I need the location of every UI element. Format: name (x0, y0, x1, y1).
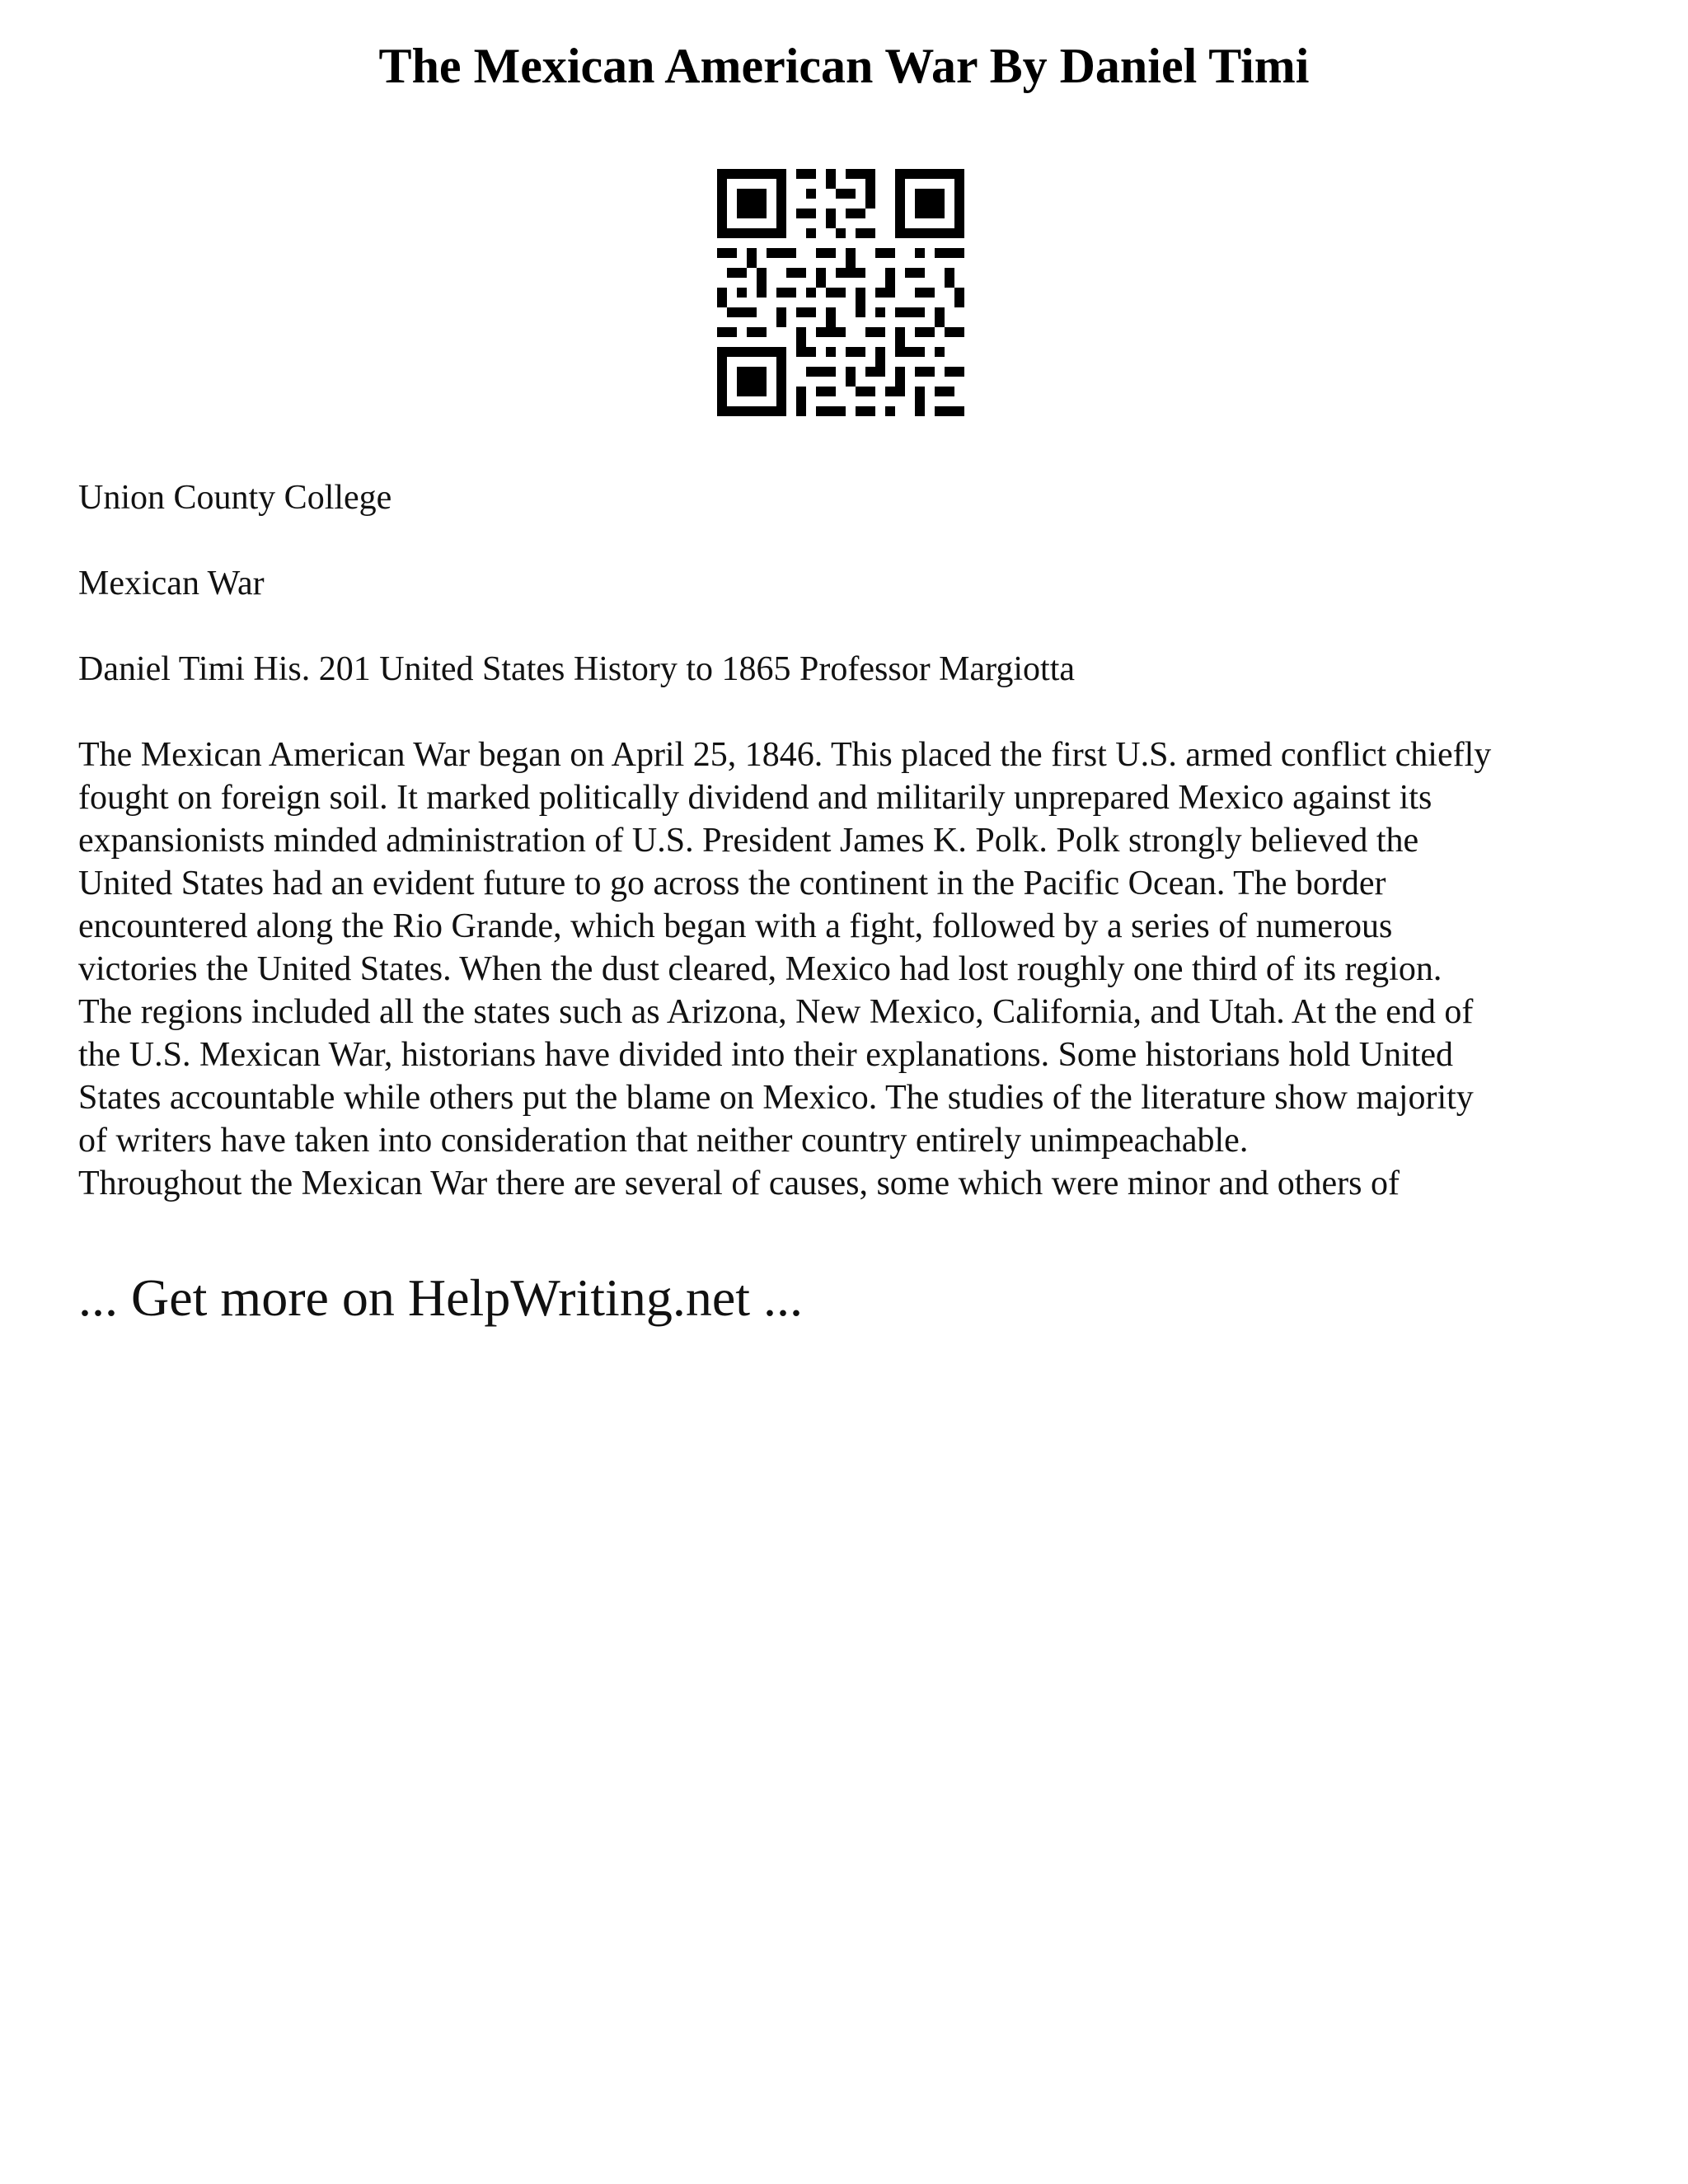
qr-code-icon (717, 169, 964, 416)
paragraph-line: fought on foreign soil. It marked politically dividend and militarily unprepared Mexico against its (78, 779, 1432, 817)
get-more-link[interactable]: ... Get more on HelpWriting.net ... (78, 1268, 803, 1327)
paragraph-line: The Mexican American War began on April 25, 1846. This placed the first U.S. armed conflict chiefly (78, 736, 1492, 774)
paragraph-line: victories the United States. When the dust cleared, Mexico had lost roughly one third of its region. (78, 950, 1442, 988)
paragraph-line: United States had an evident future to go across the continent in the Pacific Ocean. The border (78, 865, 1386, 902)
essay-paragraph (78, 733, 1628, 1205)
paragraph-line: of writers have taken into consideration that neither country entirely unimpeachable. (78, 1122, 1249, 1160)
paragraph-line: encountered along the Rio Grande, which began with a fight, followed by a series of numerous (78, 907, 1393, 945)
paragraph-line: expansionists minded administration of U.S. President James K. Polk. Polk strongly believed the (78, 822, 1419, 860)
paragraph-line: The regions included all the states such as Arizona, New Mexico, California, and Utah. At the end of (78, 993, 1474, 1031)
document-body (78, 476, 1628, 1205)
paragraph-line: States accountable while others put the blame on Mexico. The studies of the literature show majority (78, 1079, 1474, 1117)
subject-line: Mexican War (78, 565, 265, 602)
course-line: Daniel Timi His. 201 United States History to 1865 Professor Margiotta (78, 650, 1076, 688)
institution-name: Union County College (78, 479, 392, 517)
paragraph-line: Throughout the Mexican War there are several of causes, some which were minor and others of (78, 1165, 1400, 1202)
document-title: The Mexican American War By Daniel Timi (378, 39, 1310, 93)
paragraph-line: the U.S. Mexican War, historians have divided into their explanations. Some historians hold United (78, 1036, 1454, 1074)
